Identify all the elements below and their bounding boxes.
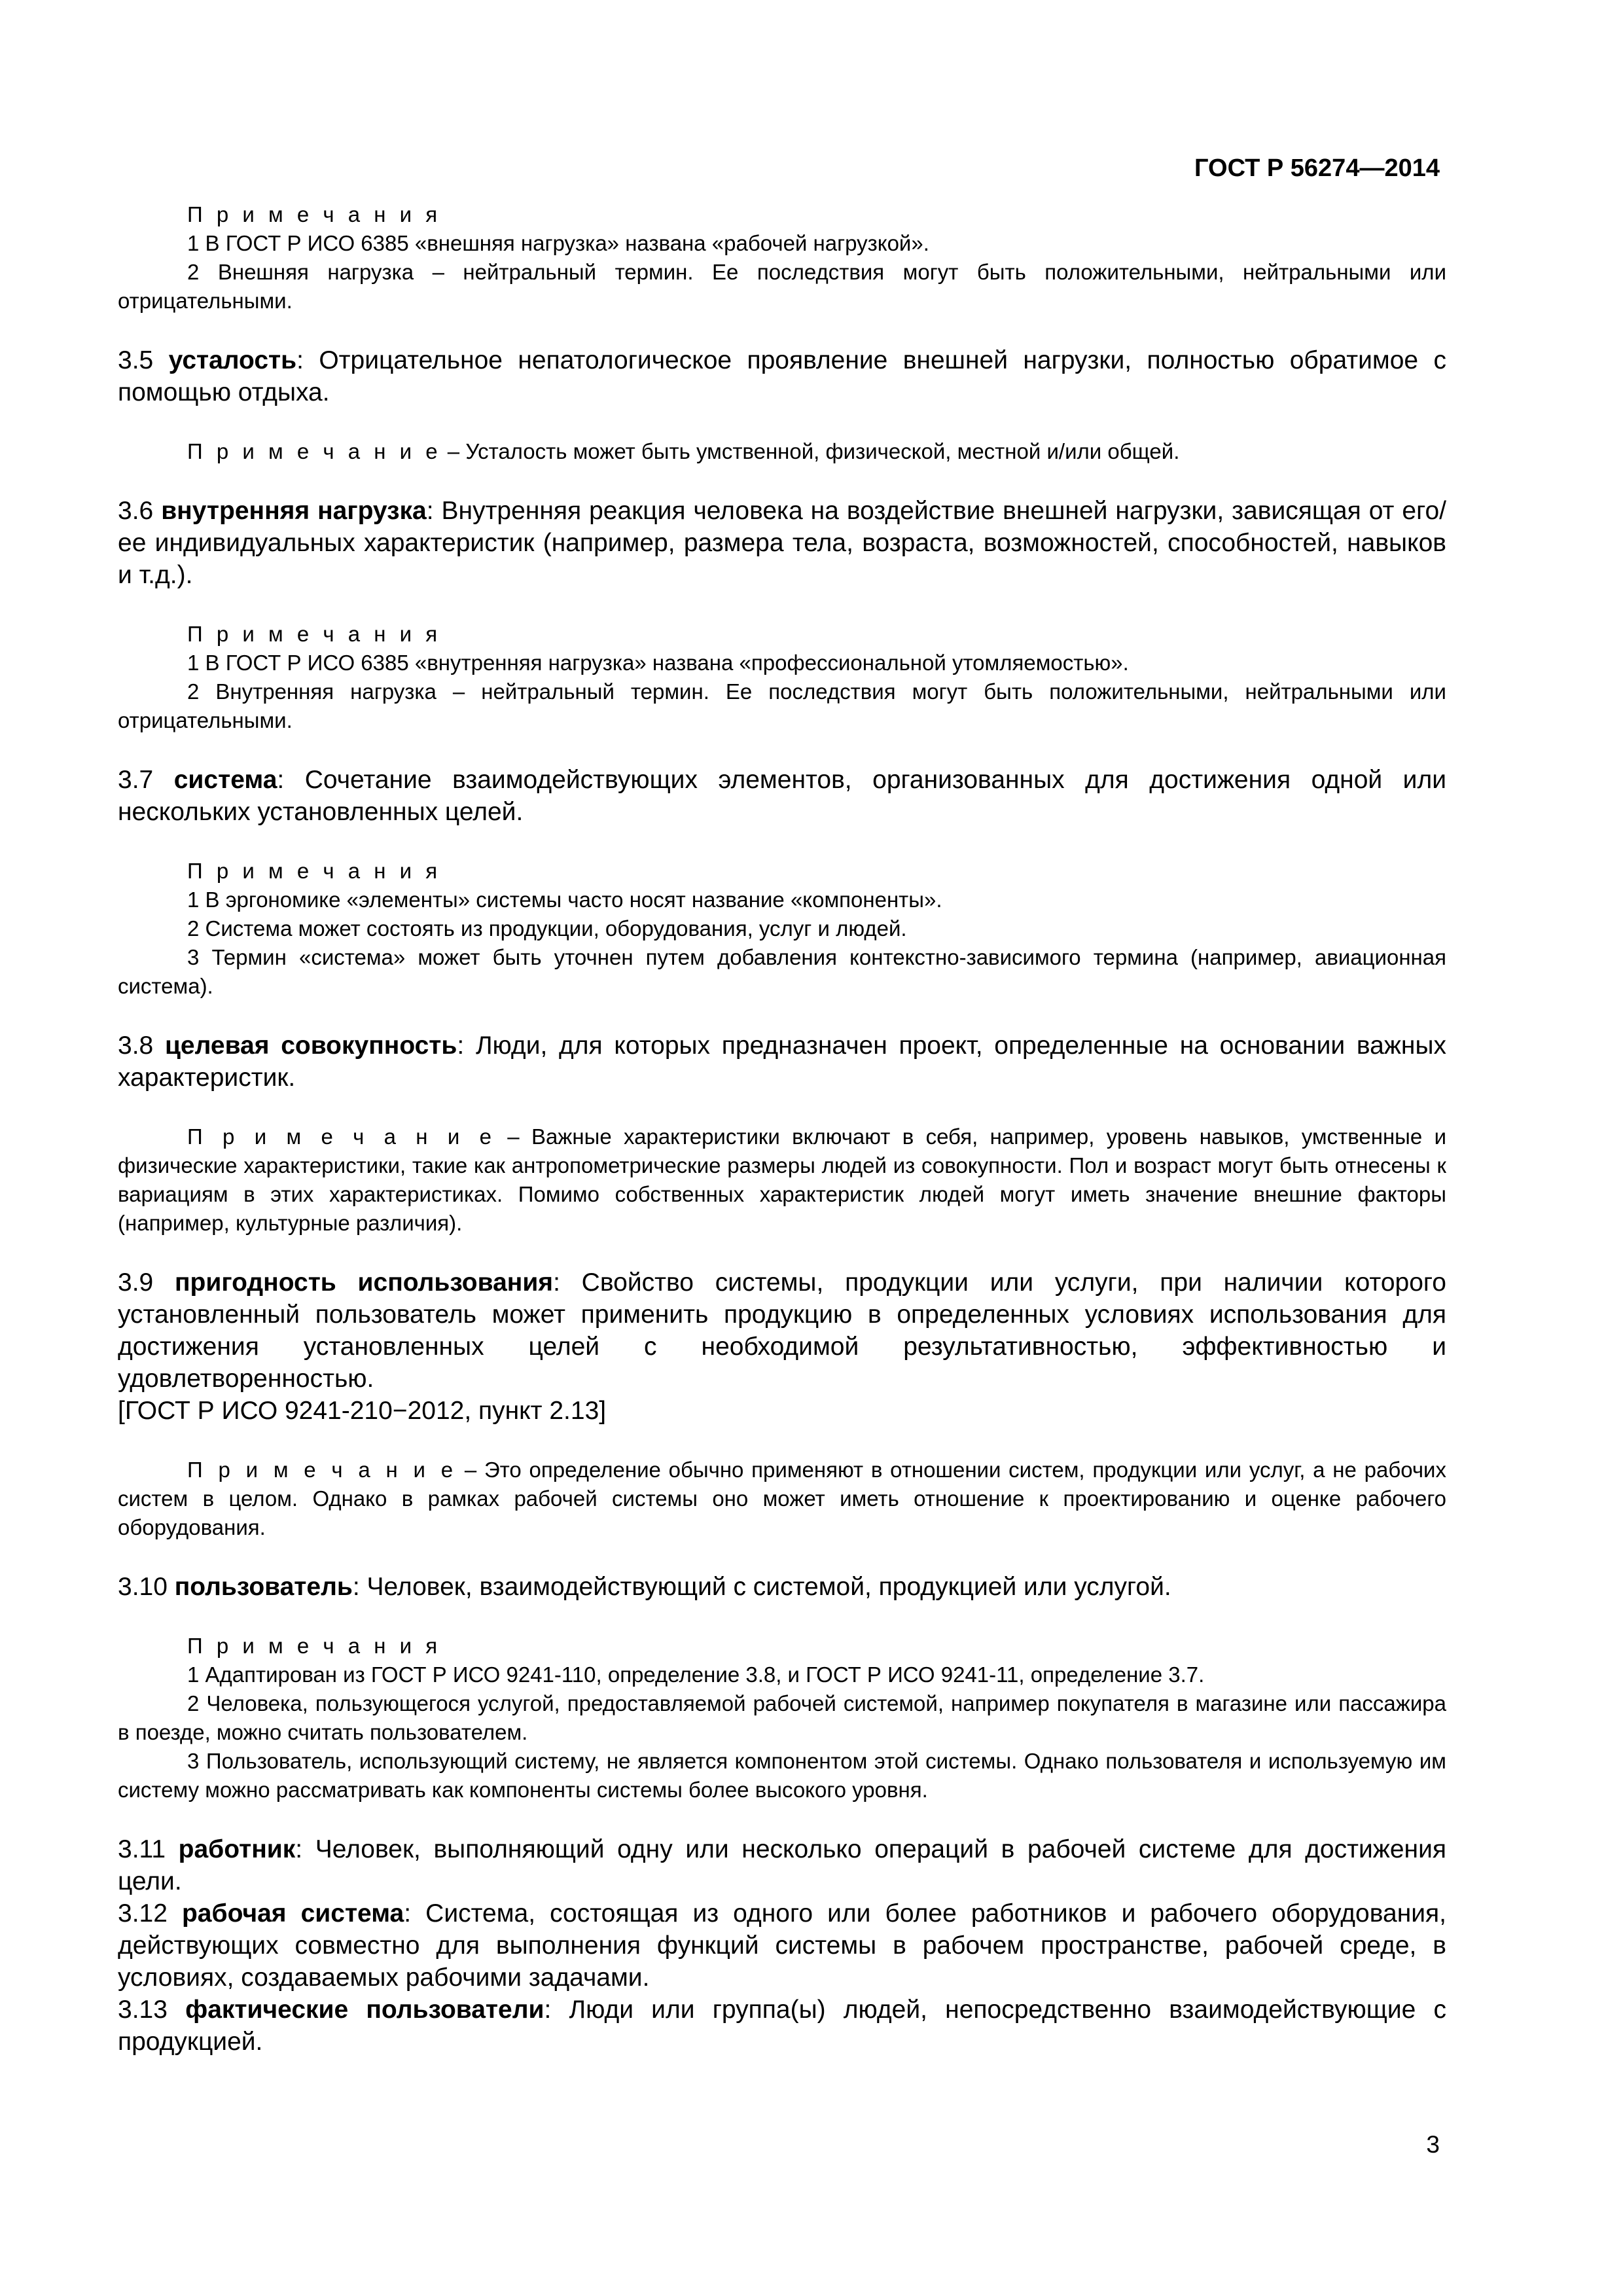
term-number: 3.12 — [118, 1899, 168, 1928]
note-item: 1 Адаптирован из ГОСТ Р ИСО 9241-110, определение 3.8, и ГОСТ Р ИСО 9241-11, определение 3.7. — [187, 1662, 1205, 1687]
term-definition: : Люди или группа(ы) людей, непосредственно взаимодействующие с продукцией. — [118, 1996, 1446, 2056]
note-item: 2 Внутренняя нагрузка – нейтральный термин. Ее последствия могут быть положительными, нейтральными или отрицательными. — [118, 679, 1446, 732]
term-number: 3.5 — [118, 346, 154, 374]
term-source-reference: [ГОСТ Р ИСО 9241-210−2012, пункт 2.13] — [118, 1397, 607, 1425]
term-name: пригодность использования — [175, 1268, 554, 1297]
note-text: – Усталость может быть умственной, физической, местной и/или общей. — [441, 439, 1180, 463]
term-definition: : Отрицательное непатологическое проявление внешней нагрузки, полностью обратимое с помощью отдыха. — [118, 346, 1446, 406]
page-number: 3 — [1426, 2131, 1440, 2158]
term-name: рабочая система — [181, 1899, 404, 1928]
term-definition: : Внутренняя реакция человека на воздействие внешней нагрузки, зависящая от его/ее индивидуальных характеристик (например, размера тела, возраста, возможностей, способностей, навыков и т.д.). — [118, 497, 1446, 589]
term-entry-3-11 — [118, 1833, 1446, 1897]
note-block-3-7 — [118, 857, 1446, 1001]
note-block-3-4 — [118, 200, 1446, 315]
term-number: 3.13 — [118, 1996, 168, 2024]
term-entry-3-12 — [118, 1897, 1446, 1994]
note-item: 1 В ГОСТ Р ИСО 6385 «внутренняя нагрузка» названа «профессиональной утомляемостью». — [187, 651, 1129, 675]
term-name: система — [173, 766, 277, 794]
term-entry-3-8 — [118, 1030, 1446, 1094]
note-block-3-6 — [118, 620, 1446, 735]
note-label: П р и м е ч а н и я — [187, 1634, 442, 1658]
term-definition: : Свойство системы, продукции или услуги, при наличии которого установленный пользователь может применить продукцию в определенных условиях использования для достижения установленных целей с необходимой результативностью, эффективностью и удовлетворенностью. — [118, 1268, 1446, 1393]
note-label: П р и м е ч а н и е — [187, 1124, 495, 1149]
note-block-3-9 — [118, 1456, 1446, 1542]
page-content — [118, 200, 1446, 2058]
term-definition: : Человек, выполняющий одну или несколько операций в рабочей системе для достижения цели. — [118, 1835, 1446, 1895]
note-label: П р и м е ч а н и я — [187, 622, 442, 646]
term-name: усталость — [168, 346, 297, 374]
term-name: пользователь — [174, 1573, 353, 1601]
document-id-header: ГОСТ Р 56274—2014 — [1194, 154, 1440, 182]
term-number: 3.7 — [118, 766, 154, 794]
term-entry-3-5 — [118, 344, 1446, 408]
note-item: 3 Термин «система» может быть уточнен путем добавления контекстно-зависимого термина (например, авиационная система). — [118, 945, 1446, 998]
term-number: 3.8 — [118, 1031, 154, 1060]
term-entry-3-10 — [118, 1571, 1446, 1603]
note-item: 3 Пользователь, использующий систему, не является компонентом этой системы. Однако пользователя и используемую им систему можно рассматривать как компоненты системы более высокого уровня. — [118, 1749, 1446, 1802]
term-definition: : Человек, взаимодействующий с системой, продукцией или услугой. — [352, 1573, 1171, 1601]
term-name: внутренняя нагрузка — [161, 497, 427, 525]
term-name: целевая совокупность — [164, 1031, 457, 1060]
note-block-3-10 — [118, 1632, 1446, 1804]
term-entry-3-13 — [118, 1994, 1446, 2058]
note-item: 2 Человека, пользующегося услугой, предоставляемой рабочей системой, например покупателя в магазине или пассажира в поезде, можно считать пользователем. — [118, 1691, 1446, 1744]
term-number: 3.10 — [118, 1573, 168, 1601]
term-definition: : Сочетание взаимодействующих элементов, организованных для достижения одной или нескольких установленных целей. — [118, 766, 1447, 826]
term-entry-3-9 — [118, 1266, 1446, 1395]
note-item: 1 В ГОСТ Р ИСО 6385 «внешняя нагрузка» названа «рабочей нагрузкой». — [187, 231, 929, 255]
term-definition: : Люди, для которых предназначен проект, определенные на основании важных характеристик. — [118, 1031, 1446, 1092]
note-block-3-8 — [118, 1122, 1446, 1238]
note-item: 1 В эргономике «элементы» системы часто носят название «компоненты». — [187, 888, 942, 912]
term-number: 3.6 — [118, 497, 154, 525]
term-entry-3-6 — [118, 495, 1446, 591]
term-number: 3.9 — [118, 1268, 154, 1297]
note-label: П р и м е ч а н и е — [187, 439, 442, 463]
note-text: – Важные характеристики включают в себя, например, уровень навыков, умственные и физические характеристики, такие как антропометрические размеры людей из совокупности. Пол и возраст могут быть отнесены к вариациям в этих характеристиках. Помимо собственных характеристик людей могут иметь значение внешние факторы (например, культурные различия). — [118, 1124, 1446, 1235]
term-number: 3.11 — [118, 1835, 166, 1863]
note-item: 2 Система может состоять из продукции, оборудования, услуг и людей. — [187, 916, 907, 941]
note-item: 2 Внешняя нагрузка – нейтральный термин. Ее последствия могут быть положительными, нейтральными или отрицательными. — [118, 260, 1446, 313]
note-label: П р и м е ч а н и е — [187, 1458, 457, 1482]
term-name: фактические пользователи — [185, 1996, 544, 2024]
term-definition: : Система, состоящая из одного или более работников и рабочего оборудования, действующих совместно для выполнения функций системы в рабочем пространстве, рабочей среде, в условиях, создаваемых рабочими задачами. — [118, 1899, 1446, 1992]
note-label: П р и м е ч а н и я — [187, 859, 442, 883]
note-block-3-5 — [118, 437, 1446, 466]
term-name: работник — [178, 1835, 296, 1863]
note-text: – Это определение обычно применяют в отношении систем, продукции или услуг, а не рабочих систем в целом. Однако в рамках рабочей системы оно может иметь отношение к проектированию и оценке рабочего оборудования. — [118, 1458, 1446, 1539]
term-entry-3-7 — [118, 764, 1446, 828]
note-label: П р и м е ч а н и я — [187, 202, 442, 226]
